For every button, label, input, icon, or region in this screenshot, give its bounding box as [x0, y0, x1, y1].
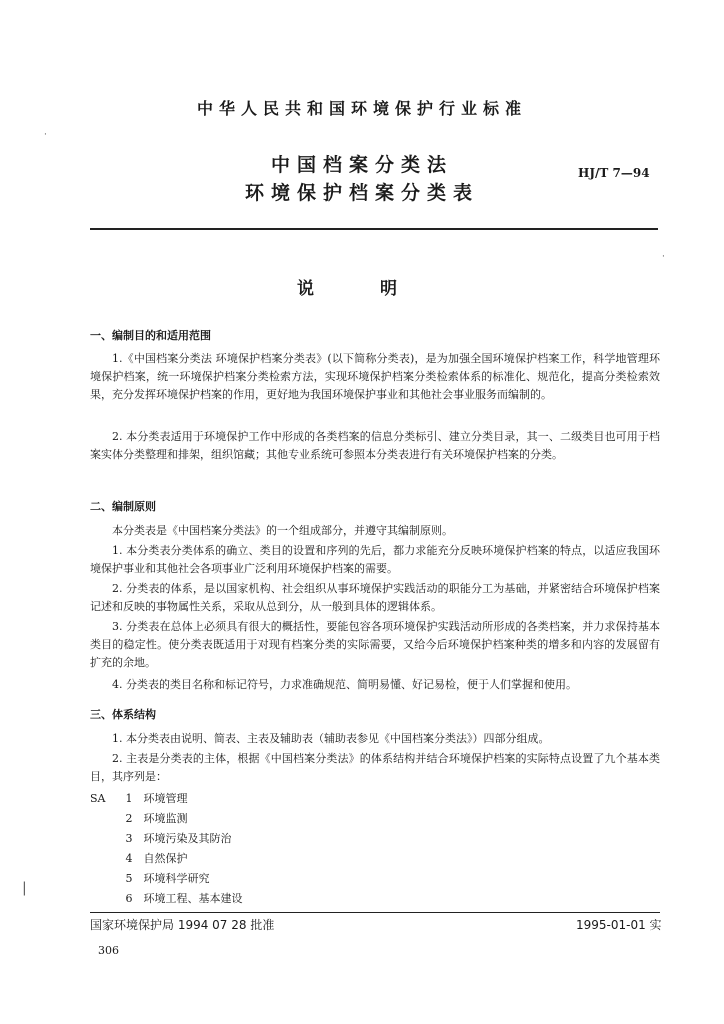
paragraph-2-1: 1. 本分类表分类体系的确立、类目的设置和序列的先后，都力求能充分反映环境保护档案的特点，以适应我国环境保护事业和其他社会各项事业广泛利用环境保护档案的需要。 [90, 544, 660, 575]
list-item [90, 850, 188, 866]
category-number: 2 [125, 812, 133, 825]
category-label: 环境监测 [143, 812, 188, 825]
paragraph-3-2: 2. 主表是分类表的主体，根据《中国档案分类法》的体系结构并结合环境保护档案的实际特点设置了九个基本类目，其序列是： [90, 752, 660, 783]
header-rule [90, 228, 658, 230]
footer-rule [90, 912, 660, 913]
category-label: 环境管理 [143, 792, 188, 805]
list-item [90, 810, 188, 826]
scan-mark: · [662, 252, 665, 262]
scan-mark: · [44, 130, 47, 140]
paragraph-2-4: 4. 分类表的类目名称和标记符号，力求准确规范、简明易懂、好记易检，便于人们掌握和使用。 [112, 678, 577, 691]
list-item [90, 830, 232, 846]
title-line-2: 环境保护档案分类表 [244, 182, 479, 204]
list-item [90, 870, 210, 886]
paragraph-1-1: 1.《中国档案分类法 环境保护档案分类表》(以下简称分类表)，是为加强全国环境保护档案工作，科学地管理环境保护档案，统一环境保护档案分类检索方法，实现环境保护档案分类检索体系的标准化、规范化，提高分类检索效果，充分发挥环境保护档案的作用，更好地为我国环境保护事业和其他社会事业服务而编制的。 [90, 352, 660, 401]
section-heading-1: 一、编制目的和适用范围 [90, 329, 211, 342]
list-item [90, 890, 243, 906]
category-label: 环境工程、基本建设 [143, 892, 243, 905]
list-item [90, 790, 188, 806]
category-label: 自然保护 [143, 852, 188, 865]
implementation-date: 1995-01-01 实 [576, 918, 662, 932]
standard-title: 中华人民共和国环境保护行业标准 [196, 99, 527, 118]
standard-code: HJ/T 7—94 [578, 166, 650, 180]
category-number: 1 [125, 792, 133, 805]
title-line-1: 中国档案分类法 [270, 154, 453, 176]
category-prefix: SA [90, 792, 106, 805]
category-number: 6 [125, 892, 133, 905]
paragraph-2-0: 本分类表是《中国档案分类法》的一个组成部分，并遵守其编制原则。 [112, 524, 453, 537]
paragraph-2-2: 2. 分类表的体系，是以国家机构、社会组织从事环境保护实践活动的职能分工为基础，并紧密结合环境保护档案记述和反映的事物属性关系，采取从总到分，从一般到具体的逻辑体系。 [90, 582, 660, 613]
scan-mark: | [22, 880, 27, 896]
section-heading-3: 三、体系结构 [90, 708, 156, 721]
paragraph-1-2: 2. 本分类表适用于环境保护工作中形成的各类档案的信息分类标引、建立分类目录，其一、二级类目也可用于档案实体分类整理和排架，组织馆藏；其他专业系统可参照本分类表进行有关环境保护档案的分类。 [90, 430, 660, 461]
category-label: 环境污染及其防治 [143, 832, 232, 845]
category-number: 4 [125, 852, 133, 865]
category-number: 5 [125, 872, 133, 885]
category-number: 3 [125, 832, 133, 845]
paragraph-2-3: 3. 分类表在总体上必须具有很大的概括性，要能包容各项环境保护实践活动所形成的各类档案，并力求保持基本类目的稳定性。使分类表既适用于对现有档案分类的实际需要，又给今后环境保护档案种类的增多和内容的发展留有扩充的余地。 [90, 620, 660, 669]
section-heading-2: 二、编制原则 [90, 500, 156, 513]
category-label: 环境科学研究 [143, 872, 210, 885]
section-title: 说 明 [297, 279, 427, 299]
approval-note: 国家环境保护局 1994 07 28 批准 [90, 918, 275, 932]
page-number: 306 [98, 944, 119, 957]
paragraph-3-1: 1. 本分类表由说明、简表、主表及辅助表（辅助表参见《中国档案分类法》）四部分组成。 [112, 732, 550, 745]
